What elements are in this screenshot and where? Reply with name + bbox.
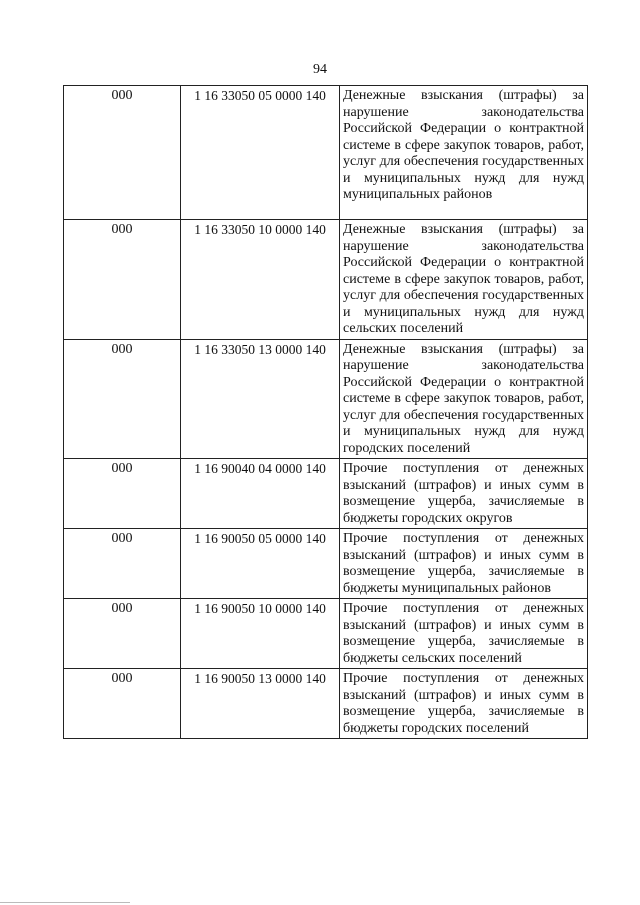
budget-code-cell: 1 16 90050 10 0000 140 [181, 599, 340, 669]
budget-code-cell: 1 16 90040 04 0000 140 [181, 459, 340, 529]
description-cell: Денежные взыскания (штрафы) за нарушение законодательства Российской Федерации о контрактной системе в сфере закупок товаров, работ, услуг для обеспечения государственных и муниципальных нужд для нужд муниципальных районов [340, 86, 588, 220]
budget-code-cell: 1 16 33050 05 0000 140 [181, 86, 340, 220]
admin-code-cell: 000 [64, 669, 181, 739]
table-row [64, 220, 588, 340]
admin-code-cell: 000 [64, 459, 181, 529]
budget-code-cell: 1 16 33050 13 0000 140 [181, 339, 340, 459]
admin-code-cell: 000 [64, 529, 181, 599]
admin-code-cell: 000 [64, 339, 181, 459]
table-row [64, 459, 588, 529]
budget-code-cell: 1 16 33050 10 0000 140 [181, 220, 340, 340]
description-cell: Прочие поступления от денежных взысканий (штрафов) и иных сумм в возмещение ущерба, зачисляемые в бюджеты муниципальных районов [340, 529, 588, 599]
table-row [64, 599, 588, 669]
table-row [64, 86, 588, 220]
budget-code-cell: 1 16 90050 05 0000 140 [181, 529, 340, 599]
page-number: 94 [313, 62, 327, 77]
table-row [64, 339, 588, 459]
budget-code-cell: 1 16 90050 13 0000 140 [181, 669, 340, 739]
admin-code-cell: 000 [64, 599, 181, 669]
table-row [64, 529, 588, 599]
admin-code-cell: 000 [64, 220, 181, 340]
budget-codes-table [63, 85, 588, 739]
description-cell: Денежные взыскания (штрафы) за нарушение законодательства Российской Федерации о контрактной системе в сфере закупок товаров, работ, услуг для обеспечения государственных и муниципальных нужд для нужд сельских поселений [340, 220, 588, 340]
scan-artifact-line [0, 902, 130, 903]
description-cell: Денежные взыскания (штрафы) за нарушение законодательства Российской Федерации о контрактной системе в сфере закупок товаров, работ, услуг для обеспечения государственных и муниципальных нужд для нужд городских поселений [340, 339, 588, 459]
table-row [64, 669, 588, 739]
description-cell: Прочие поступления от денежных взысканий (штрафов) и иных сумм в возмещение ущерба, зачисляемые в бюджеты городских поселений [340, 669, 588, 739]
description-cell: Прочие поступления от денежных взысканий (штрафов) и иных сумм в возмещение ущерба, зачисляемые в бюджеты сельских поселений [340, 599, 588, 669]
description-cell: Прочие поступления от денежных взысканий (штрафов) и иных сумм в возмещение ущерба, зачисляемые в бюджеты городских округов [340, 459, 588, 529]
admin-code-cell: 000 [64, 86, 181, 220]
